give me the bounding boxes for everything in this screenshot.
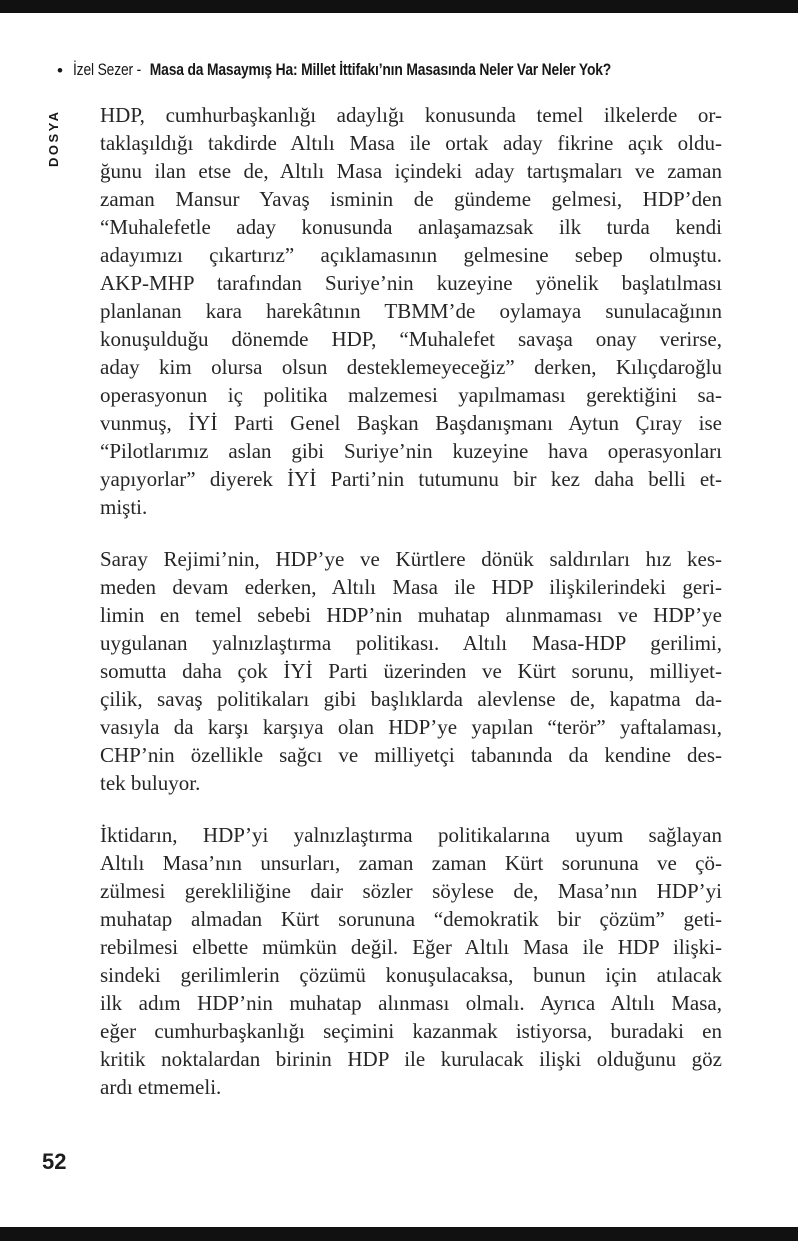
text-line: ğunu ilan etse de, Altılı Masa içindeki aday tartışmaları ve zaman — [100, 159, 722, 183]
text-line: yapıyorlar” diyerek İYİ Parti’nin tutumunu bir kez daha belli et- — [100, 467, 722, 491]
text-line: uygulanan yalnızlaştırma politikası. Altılı Masa-HDP gerilimi, — [100, 631, 722, 655]
text-line: mişti. — [100, 495, 148, 519]
text-line: taklaşıldığı takdirde Altılı Masa ile ortak aday fikrine açık oldu- — [100, 131, 722, 155]
text-line: limin en temel sebebi HDP’nin muhatap alınmaması ve HDP’ye — [100, 603, 722, 627]
text-line: operasyonun iç politika malzemesi yapılmaması gerektiğini sa- — [100, 383, 722, 407]
article-title: Masa da Masaymış Ha: Millet İttifakı’nın Masasında Neler Var Neler Yok? — [149, 61, 612, 79]
text-line: planlanan kara harekâtının TBMM’de oylamaya sunulacağının — [100, 299, 722, 323]
article-author: İzel Sezer - — [72, 61, 142, 79]
text-line: tek buluyor. — [100, 771, 201, 795]
section-label-dosya: DOSYA — [46, 109, 61, 167]
paragraph-2 — [100, 545, 722, 797]
paragraph-3 — [100, 821, 722, 1101]
text-line: CHP’nin özellikle sağcı ve milliyetçi tabanında da kendine des- — [100, 743, 722, 767]
text-line: Altılı Masa’nın unsurları, zaman zaman Kürt sorununa ve çö- — [100, 851, 722, 875]
text-line: kritik noktalardan birinin HDP ile kurulacak ilişki olduğunu göz — [100, 1047, 722, 1071]
text-line: vunmuş, İYİ Parti Genel Başkan Başdanışmanı Aytun Çıray ise — [100, 411, 722, 435]
text-line: aday kim olursa olsun desteklemeyeceğiz” derken, Kılıçdaroğlu — [100, 355, 722, 379]
text-line: zülmesi gerekliliğine dair sözler söylese de, Masa’nın HDP’yi — [100, 879, 722, 903]
text-line: adayımızı çıkartırız” açıklamasının gelmesine sebep olmuştu. — [100, 243, 722, 267]
text-line: ardı etmemeli. — [100, 1075, 222, 1099]
top-edge-bar — [0, 0, 798, 13]
text-line: “Muhalefetle aday konusunda anlaşamazsak ilk turda kendi — [100, 215, 722, 239]
header-text — [73, 61, 611, 80]
text-line: muhatap almadan Kürt sorununa “demokratik bir çözüm” geti- — [100, 907, 722, 931]
text-line: HDP, cumhurbaşkanlığı adaylığı konusunda temel ilkelerde or- — [100, 103, 722, 127]
article-body — [100, 101, 722, 1101]
text-line: Saray Rejimi’nin, HDP’ye ve Kürtlere dönük saldırıları hız kes- — [100, 547, 722, 571]
article-header — [57, 61, 714, 80]
text-line: rebilmesi elbette mümkün değil. Eğer Altılı Masa ile HDP ilişki- — [100, 935, 722, 959]
paragraph-1 — [100, 101, 722, 521]
text-line: zaman Mansur Yavaş isminin de gündeme gelmesi, HDP’den — [100, 187, 722, 211]
text-line: AKP-MHP tarafından Suriye’nin kuzeyine yönelik başlatılması — [100, 271, 722, 295]
bottom-edge-bar — [0, 1227, 798, 1241]
text-line: sindeki gerilimlerin çözümü konuşulacaksa, bunun için atılacak — [100, 963, 722, 987]
text-line: “Pilotlarımız aslan gibi Suriye’nin kuzeyine hava operasyonları — [100, 439, 722, 463]
text-line: eğer cumhurbaşkanlığı seçimini kazanmak istiyorsa, buradaki en — [100, 1019, 722, 1043]
text-line: vasıyla da karşı karşıya olan HDP’ye yapılan “terör” yaftalaması, — [100, 715, 722, 739]
text-line: ilk adım HDP’nin muhatap alınması olmalı. Ayrıca Altılı Masa, — [100, 991, 722, 1015]
text-line: çilik, savaş politikaları gibi başlıklarda alevlense de, kapatma da- — [100, 687, 722, 711]
text-line: meden devam ederken, Altılı Masa ile HDP ilişkilerindeki geri- — [100, 575, 722, 599]
text-line: İktidarın, HDP’yi yalnızlaştırma politikalarına uyum sağlayan — [100, 823, 722, 847]
text-line: konuşulduğu dönemde HDP, “Muhalefet savaşa onay verirse, — [100, 327, 722, 351]
text-line: somutta daha çok İYİ Parti üzerinden ve Kürt sorunu, milliyet- — [100, 659, 722, 683]
page-number: 52 — [42, 1149, 67, 1174]
bullet-icon: • — [57, 61, 63, 80]
